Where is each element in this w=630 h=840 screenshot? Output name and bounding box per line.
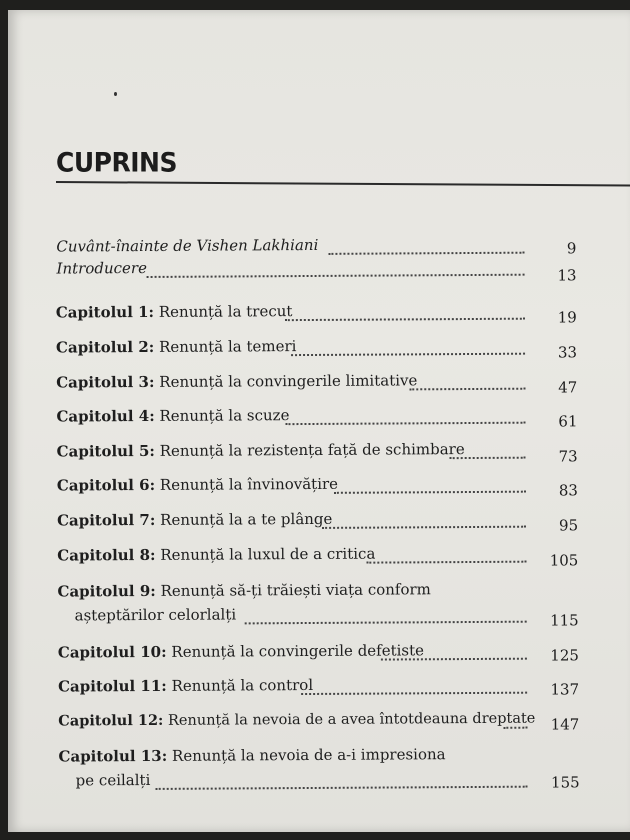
chapter-number: Capitolul 7: [57, 510, 156, 530]
toc-entry-introduction [8, 256, 628, 285]
toc-page-number: 9 [566, 239, 577, 258]
chapter-title: Renunță să-ți trăiești viața conform [160, 580, 431, 600]
toc-entry-chapter-10 [9, 640, 630, 665]
leader-dots [503, 725, 527, 729]
chapter-number: Capitolul 11: [58, 676, 167, 696]
page-title: CUPRINS [56, 146, 177, 179]
chapter-number: Capitolul 2: [55, 337, 155, 357]
chapter-title: Renunță la scuze [159, 406, 290, 425]
chapter-number: Capitolul 8: [57, 545, 156, 565]
toc-page-number: 137 [550, 680, 580, 699]
leader-dots [366, 559, 526, 564]
chapter-title: Renunță la luxul de a critica [160, 544, 376, 564]
chapter-title: Renunță la temeri [159, 337, 297, 356]
chapter-number: Capitolul 10: [57, 642, 167, 662]
leader-dots [381, 656, 527, 661]
chapter-title: Renunță la nevoia de a-i impresiona [171, 745, 446, 765]
leader-dots [328, 250, 524, 255]
toc-entry-chapter-4 [8, 404, 629, 431]
leader-dots [450, 455, 526, 459]
toc-entry-foreword [8, 234, 628, 258]
leader-dots [147, 272, 525, 278]
chapter-title: Renunță la învinovățire [159, 474, 339, 494]
chapter-title: Renunță la nevoia de a avea întotdeauna dreptate [167, 710, 536, 729]
leader-dots [285, 316, 525, 321]
leader-dots [156, 784, 528, 790]
chapter-number: Capitolul 1: [55, 302, 155, 322]
chapter-title-continuation: așteptărilor celorlalți [74, 605, 237, 625]
chapter-title-continuation: pe ceilalți [75, 770, 151, 790]
leader-dots [301, 690, 527, 695]
toc-page-number: 155 [550, 773, 580, 792]
leader-dots [285, 420, 525, 425]
chapter-number: Capitolul 3: [56, 372, 155, 392]
chapter-title: Renunță la control [171, 675, 314, 695]
leader-dots [334, 489, 526, 494]
toc-entry-chapter-8 [8, 543, 630, 570]
toc-page-number: 83 [558, 481, 578, 500]
chapter-number: Capitolul 9: [57, 581, 156, 601]
toc-page-number: 115 [549, 611, 579, 630]
chapter-number: Capitolul 12: [58, 711, 164, 730]
leader-dots [291, 351, 525, 356]
toc-page-number: 73 [558, 447, 578, 466]
chapter-number: Capitolul 4: [56, 406, 155, 426]
chapter-title: Renunță la convingerile defetiste [171, 641, 425, 661]
chapter-title: Renunță la convingerile limitative [159, 371, 418, 391]
toc-entry-chapter-11 [9, 674, 630, 699]
chapter-title: Renunță la trecut [158, 302, 293, 321]
toc-entry-chapter-2 [8, 335, 629, 362]
toc-entry-chapter-9 [8, 579, 630, 630]
toc-entry-chapter-13 [9, 744, 630, 792]
leader-dots [409, 386, 525, 391]
chapter-number: Capitolul 13: [58, 746, 168, 766]
toc-entry-chapter-12 [9, 709, 630, 734]
book-page [8, 10, 630, 832]
toc-page-number: 19 [557, 308, 577, 327]
toc-page-number: 61 [558, 412, 578, 431]
leader-dots [322, 524, 526, 529]
toc-page-number: 125 [550, 646, 579, 665]
leader-dots [245, 619, 527, 625]
toc-entry-chapter-5 [8, 439, 630, 466]
toc-entry-chapter-1 [8, 300, 629, 327]
chapter-title: Renunță la rezistența față de schimbare [159, 440, 465, 460]
toc-entry-label: Introducere [56, 258, 147, 278]
table-of-contents [8, 10, 630, 832]
toc-page-number: 13 [557, 266, 577, 285]
toc-page-number: 33 [557, 343, 578, 362]
toc-entry-chapter-6 [8, 473, 630, 500]
chapter-number: Capitolul 6: [56, 475, 156, 495]
toc-page-number: 147 [550, 715, 580, 734]
toc-entry-chapter-7 [8, 508, 630, 535]
chapter-number: Capitolul 5: [56, 441, 155, 461]
chapter-title: Renunță la a te plânge [160, 509, 333, 529]
toc-page-number: 105 [549, 551, 579, 570]
toc-entry-chapter-3 [8, 370, 629, 397]
toc-page-number: 95 [558, 516, 579, 535]
toc-entry-label: Cuvânt-înainte de Vishen Lakhiani [56, 235, 319, 256]
toc-page-number: 47 [558, 378, 578, 397]
